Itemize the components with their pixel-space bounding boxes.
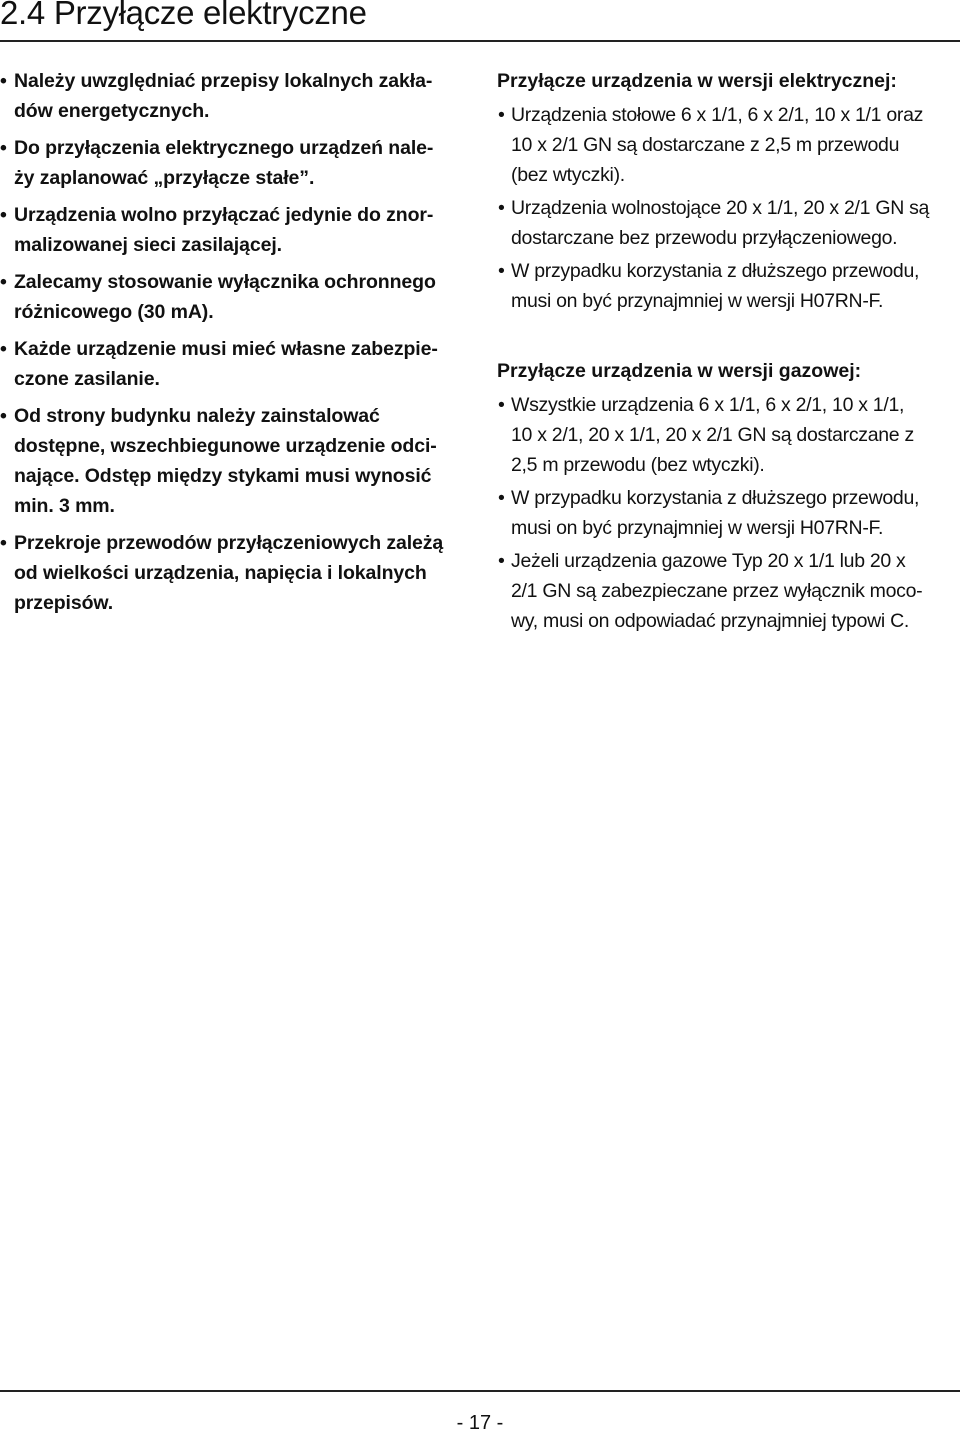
gas-connection-item <box>497 390 960 480</box>
bullet-icon: • <box>498 487 505 509</box>
list-item-text: Do przyłączenia elektrycznego urządzeń nale- ży zaplanować „przyłącze stałe”. <box>14 137 434 189</box>
list-item-text: Przekroje przewodów przyłączeniowych zależą od wielkości urządzenia, napięcia i lokalnych przepisów. <box>14 532 444 614</box>
bullet-icon: • <box>0 338 7 360</box>
list-item-text: W przypadku korzystania z dłuższego przewodu, musi on być przynajmniej w wersji H07RN-F. <box>511 260 920 312</box>
bullet-icon: • <box>0 532 7 554</box>
requirements-list-item <box>0 133 468 193</box>
list-item-text: Każde urządzenie musi mieć własne zabezpie- czone zasilanie. <box>14 338 438 390</box>
requirements-list-item <box>0 267 468 327</box>
bullet-icon: • <box>0 405 7 427</box>
title-divider <box>0 40 960 42</box>
list-item-text: Od strony budynku należy zainstalować dostępne, wszechbiegunowe urządzenie odci- nające. Odstęp między stykami musi wynosić min. 3 mm. <box>14 405 437 517</box>
list-item-text: W przypadku korzystania z dłuższego przewodu, musi on być przynajmniej w wersji H07RN-F. <box>511 487 920 539</box>
requirements-list-item <box>0 528 468 618</box>
list-item-text: Zalecamy stosowanie wyłącznika ochronnego różnicowego (30 mA). <box>14 271 436 323</box>
electric-connection-item <box>497 193 960 253</box>
page-title: 2.4 Przyłącze elektryczne <box>0 0 367 31</box>
bullet-icon: • <box>498 394 505 416</box>
bullet-icon: • <box>0 271 7 293</box>
bullet-icon: • <box>498 197 505 219</box>
left-column <box>0 66 468 625</box>
bullet-icon: • <box>498 260 505 282</box>
gas-connection-list <box>497 390 960 636</box>
list-item-text: Urządzenia wolnostojące 20 x 1/1, 20 x 2/1 GN są dostarczane bez przewodu przyłączeniowego. <box>511 197 930 249</box>
list-item-text: Jeżeli urządzenia gazowe Typ 20 x 1/1 lub 20 x 2/1 GN są zabezpieczane przez wyłącznik moco- wy, musi on odpowiadać przynajmniej typowi C. <box>511 550 923 632</box>
requirements-list-item <box>0 200 468 260</box>
list-item-text: Należy uwzględniać przepisy lokalnych zakła- dów energetycznych. <box>14 70 433 122</box>
requirements-list <box>0 66 468 618</box>
list-item-text: Urządzenia stołowe 6 x 1/1, 6 x 2/1, 10 x 1/1 oraz 10 x 2/1 GN są dostarczane z 2,5 m przewodu (bez wtyczki). <box>511 104 924 186</box>
page-number: - 17 - <box>456 1412 504 1434</box>
electric-connection-item <box>497 100 960 190</box>
bullet-icon: • <box>0 204 7 226</box>
list-item-text: Wszystkie urządzenia 6 x 1/1, 6 x 2/1, 10 x 1/1, 10 x 2/1, 20 x 1/1, 20 x 2/1 GN są dostarczane z 2,5 m przewodu (bez wtyczki). <box>511 394 914 476</box>
electric-connection-heading: Przyłącze urządzenia w wersji elektrycznej: <box>497 70 897 92</box>
bullet-icon: • <box>498 550 505 572</box>
requirements-list-item <box>0 401 468 521</box>
footer-divider <box>0 1390 960 1392</box>
bullet-icon: • <box>0 137 7 159</box>
gas-connection-heading: Przyłącze urządzenia w wersji gazowej: <box>497 360 862 382</box>
requirements-list-item <box>0 66 468 126</box>
list-item-text: Urządzenia wolno przyłączać jedynie do znor- malizowanej sieci zasilającej. <box>14 204 434 256</box>
requirements-list-item <box>0 334 468 394</box>
right-column <box>497 66 960 639</box>
bullet-icon: • <box>0 70 7 92</box>
gas-connection-item <box>497 546 960 636</box>
electric-connection-list <box>497 100 960 316</box>
bullet-icon: • <box>498 104 505 126</box>
section-spacer <box>497 319 960 356</box>
gas-connection-item <box>497 483 960 543</box>
electric-connection-item <box>497 256 960 316</box>
